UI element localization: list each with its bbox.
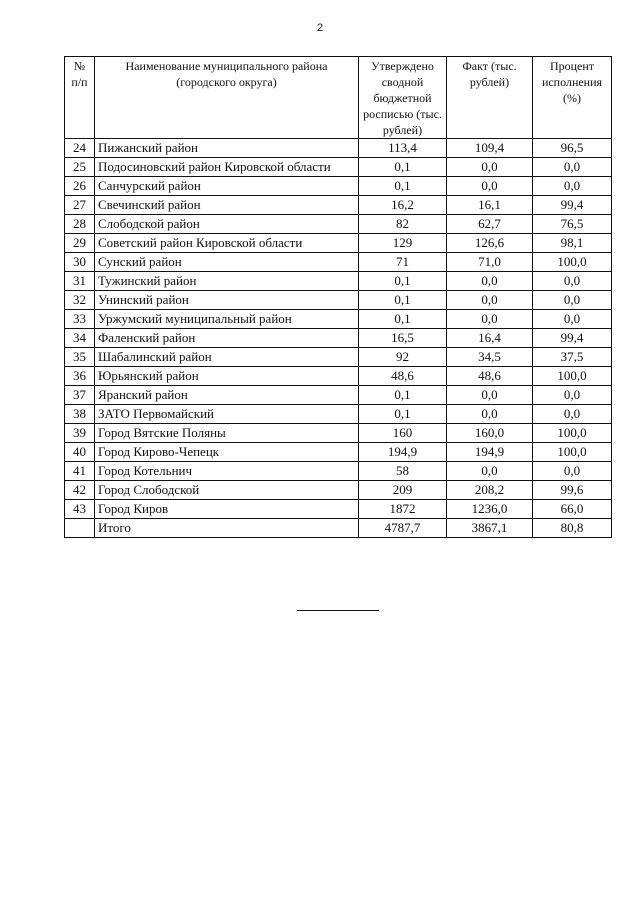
cell-plan: 129: [359, 234, 447, 253]
page-number: 2: [316, 22, 324, 34]
cell-num: 24: [65, 139, 95, 158]
cell-fact: 0,0: [447, 462, 533, 481]
table-row: [65, 234, 612, 253]
cell-plan: 16,2: [359, 196, 447, 215]
cell-num: 36: [65, 367, 95, 386]
table-row: [65, 310, 612, 329]
header-name: Наименование муниципального района (городского округа): [95, 57, 359, 139]
table-row: [65, 443, 612, 462]
cell-num: 26: [65, 177, 95, 196]
table-row: [65, 158, 612, 177]
cell-pct: 100,0: [533, 367, 612, 386]
cell-name: Город Слободской: [95, 481, 359, 500]
header-pct: Процент исполнения (%): [533, 57, 612, 139]
table-row: [65, 291, 612, 310]
cell-fact: 71,0: [447, 253, 533, 272]
budget-execution-table: [64, 56, 612, 538]
cell-pct: 0,0: [533, 291, 612, 310]
cell-plan: 4787,7: [359, 519, 447, 538]
cell-name: Санчурский район: [95, 177, 359, 196]
cell-num: 29: [65, 234, 95, 253]
cell-name: Свечинский район: [95, 196, 359, 215]
cell-name: ЗАТО Первомайский: [95, 405, 359, 424]
cell-plan: 0,1: [359, 291, 447, 310]
cell-fact: 0,0: [447, 310, 533, 329]
cell-name: Подосиновский район Кировской области: [95, 158, 359, 177]
header-fact: Факт (тыс. рублей): [447, 57, 533, 139]
cell-fact: 194,9: [447, 443, 533, 462]
cell-pct: 0,0: [533, 310, 612, 329]
header-num: № п/п: [65, 57, 95, 139]
cell-fact: 34,5: [447, 348, 533, 367]
cell-pct: 99,6: [533, 481, 612, 500]
cell-name: Яранский район: [95, 386, 359, 405]
cell-name: Слободской район: [95, 215, 359, 234]
cell-num: 41: [65, 462, 95, 481]
cell-pct: 76,5: [533, 215, 612, 234]
total-row: [65, 519, 612, 538]
cell-pct: 0,0: [533, 405, 612, 424]
cell-plan: 58: [359, 462, 447, 481]
cell-plan: 0,1: [359, 158, 447, 177]
cell-pct: 0,0: [533, 462, 612, 481]
cell-pct: 100,0: [533, 253, 612, 272]
cell-fact: 3867,1: [447, 519, 533, 538]
cell-num: 38: [65, 405, 95, 424]
cell-pct: 96,5: [533, 139, 612, 158]
cell-plan: 113,4: [359, 139, 447, 158]
cell-plan: 92: [359, 348, 447, 367]
table-row: [65, 367, 612, 386]
cell-name: Уржумский муниципальный район: [95, 310, 359, 329]
table-header-row: [65, 57, 612, 139]
table-row: [65, 500, 612, 519]
cell-fact: 160,0: [447, 424, 533, 443]
cell-num: 28: [65, 215, 95, 234]
table-row: [65, 215, 612, 234]
cell-num: 39: [65, 424, 95, 443]
cell-num: 32: [65, 291, 95, 310]
cell-num: 31: [65, 272, 95, 291]
cell-name: Юрьянский район: [95, 367, 359, 386]
cell-name: Сунский район: [95, 253, 359, 272]
cell-pct: 66,0: [533, 500, 612, 519]
cell-plan: 71: [359, 253, 447, 272]
cell-plan: 209: [359, 481, 447, 500]
cell-fact: 0,0: [447, 291, 533, 310]
cell-name: Итого: [95, 519, 359, 538]
cell-name: Пижанский район: [95, 139, 359, 158]
cell-pct: 80,8: [533, 519, 612, 538]
cell-num: 33: [65, 310, 95, 329]
separator-line: [297, 610, 379, 611]
cell-plan: 82: [359, 215, 447, 234]
cell-plan: 0,1: [359, 386, 447, 405]
cell-plan: 194,9: [359, 443, 447, 462]
cell-pct: 0,0: [533, 158, 612, 177]
cell-pct: 37,5: [533, 348, 612, 367]
cell-pct: 0,0: [533, 386, 612, 405]
cell-name: Тужинский район: [95, 272, 359, 291]
table-row: [65, 139, 612, 158]
cell-name: Город Котельнич: [95, 462, 359, 481]
cell-plan: 1872: [359, 500, 447, 519]
cell-plan: 16,5: [359, 329, 447, 348]
cell-name: Унинский район: [95, 291, 359, 310]
cell-name: Фаленский район: [95, 329, 359, 348]
cell-num: 43: [65, 500, 95, 519]
cell-pct: 100,0: [533, 424, 612, 443]
cell-fact: 16,1: [447, 196, 533, 215]
cell-fact: 0,0: [447, 272, 533, 291]
cell-num: 37: [65, 386, 95, 405]
cell-fact: 48,6: [447, 367, 533, 386]
cell-pct: 99,4: [533, 329, 612, 348]
cell-fact: 16,4: [447, 329, 533, 348]
cell-fact: 126,6: [447, 234, 533, 253]
cell-pct: 0,0: [533, 177, 612, 196]
table-row: [65, 405, 612, 424]
table-row: [65, 272, 612, 291]
cell-plan: 48,6: [359, 367, 447, 386]
table-row: [65, 424, 612, 443]
table-row: [65, 386, 612, 405]
cell-num: 25: [65, 158, 95, 177]
cell-num: 34: [65, 329, 95, 348]
cell-num: [65, 519, 95, 538]
cell-name: Шабалинский район: [95, 348, 359, 367]
cell-pct: 100,0: [533, 443, 612, 462]
cell-fact: 0,0: [447, 158, 533, 177]
table-row: [65, 253, 612, 272]
table-row: [65, 348, 612, 367]
cell-pct: 99,4: [533, 196, 612, 215]
cell-fact: 0,0: [447, 405, 533, 424]
cell-name: Советский район Кировской области: [95, 234, 359, 253]
cell-fact: 208,2: [447, 481, 533, 500]
cell-fact: 0,0: [447, 177, 533, 196]
cell-plan: 0,1: [359, 272, 447, 291]
cell-fact: 109,4: [447, 139, 533, 158]
cell-name: Город Кирово-Чепецк: [95, 443, 359, 462]
cell-num: 30: [65, 253, 95, 272]
table-row: [65, 462, 612, 481]
table-row: [65, 481, 612, 500]
cell-num: 40: [65, 443, 95, 462]
cell-plan: 0,1: [359, 405, 447, 424]
table-row: [65, 329, 612, 348]
cell-fact: 1236,0: [447, 500, 533, 519]
cell-plan: 0,1: [359, 177, 447, 196]
cell-pct: 98,1: [533, 234, 612, 253]
cell-plan: 160: [359, 424, 447, 443]
cell-pct: 0,0: [533, 272, 612, 291]
cell-name: Город Вятские Поляны: [95, 424, 359, 443]
cell-num: 27: [65, 196, 95, 215]
cell-fact: 62,7: [447, 215, 533, 234]
header-plan: Утверждено сводной бюджетной росписью (тыс. рублей): [359, 57, 447, 139]
cell-name: Город Киров: [95, 500, 359, 519]
cell-fact: 0,0: [447, 386, 533, 405]
table-body: [65, 139, 612, 538]
cell-num: 35: [65, 348, 95, 367]
cell-num: 42: [65, 481, 95, 500]
table-row: [65, 177, 612, 196]
cell-plan: 0,1: [359, 310, 447, 329]
table-row: [65, 196, 612, 215]
